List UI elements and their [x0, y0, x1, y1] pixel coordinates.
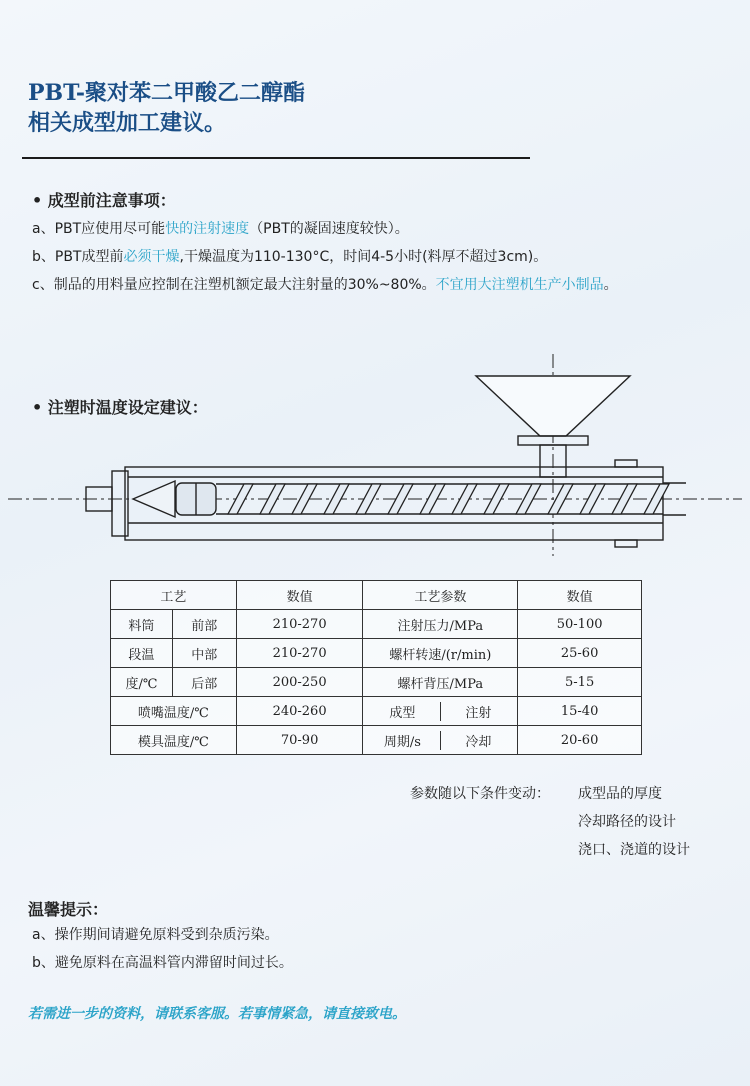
header-process: 工艺: [111, 581, 237, 610]
table-row: [111, 610, 642, 639]
pressure-value: 50-100: [518, 610, 642, 639]
table-row: [111, 639, 642, 668]
table-row: [111, 668, 642, 697]
front-label: 前部: [172, 610, 236, 639]
cycle-cell: [363, 726, 518, 755]
rear-value: 200-250: [236, 668, 363, 697]
middle-label: 中部: [172, 639, 236, 668]
condition-item: 冷却路径的设计: [578, 814, 676, 830]
item-a-text: a、PBT应使用尽可能: [32, 221, 166, 237]
mold-label: 模具温度/℃: [111, 726, 237, 755]
barrel-label: 段温: [111, 639, 173, 668]
item-a-note: （PBT的凝固速度较快）。: [249, 221, 409, 237]
process-parameter-table: [110, 580, 642, 755]
condition-item: 浇口、浇道的设计: [578, 842, 690, 858]
rear-label: 后部: [172, 668, 236, 697]
table-row: [111, 581, 642, 610]
injection-screw-diagram: [0, 350, 750, 570]
contact-footer: 若需进一步的资料，请联系客服。若事情紧急，请直接致电。: [28, 1006, 406, 1022]
conditions-label: 参数随以下条件变动：: [410, 786, 550, 802]
cool-value: 20-60: [518, 726, 642, 755]
speed-value: 25-60: [518, 639, 642, 668]
item-b-note: ,干燥温度为110-130°C，时间4-5小时(料厚不超过3cm)。: [179, 249, 548, 265]
title-divider: [22, 157, 530, 159]
barrel-label: 度/℃: [111, 668, 173, 697]
barrel-label: 料筒: [111, 610, 173, 639]
inject-label: 注射: [440, 702, 516, 721]
pre-molding-item-a: [32, 218, 409, 238]
cycle-label: 成型: [389, 705, 416, 721]
tip-item-b: b、避免原料在高温料管内滞留时间过长。: [32, 955, 293, 971]
item-a-highlight: 快的注射速度: [165, 221, 250, 237]
tips-heading: 温馨提示：: [28, 900, 109, 919]
pressure-label: 注射压力/MPa: [363, 610, 518, 639]
item-c-end: 。: [603, 277, 618, 293]
item-b-highlight: 必须干燥: [123, 249, 180, 265]
cycle-cell: [363, 697, 518, 726]
back-pressure-label: 螺杆背压/MPa: [363, 668, 518, 697]
title-line-2: 相关成型加工建议。: [28, 110, 227, 136]
speed-label: 螺杆转速/(r/min): [363, 639, 518, 668]
cool-label: 冷却: [440, 731, 516, 750]
table-row: [111, 726, 642, 755]
title-line-1: PBT-聚对苯二甲酸乙二醇酯: [28, 80, 305, 106]
front-value: 210-270: [236, 610, 363, 639]
tip-item-a: a、操作期间请避免原料受到杂质污染。: [32, 927, 279, 943]
item-c-highlight: 不宜用大注塑机生产小制品: [435, 277, 604, 293]
page-title: [28, 78, 508, 138]
temperature-heading: • 注塑时温度设定建议：: [32, 398, 208, 417]
screw-flight: [452, 484, 477, 514]
middle-value: 210-270: [236, 639, 363, 668]
header-value: 数值: [236, 581, 363, 610]
back-pressure-value: 5-15: [518, 668, 642, 697]
screw-flight: [228, 484, 253, 514]
pre-molding-item-c: [32, 274, 618, 294]
item-c-text: c、制品的用料量应控制在注塑机额定最大注射量的30%~80%。: [32, 277, 436, 293]
table-row: [111, 697, 642, 726]
cycle-label: 周期/s: [383, 734, 421, 750]
mold-value: 70-90: [236, 726, 363, 755]
header-value: 数值: [518, 581, 642, 610]
pre-molding-heading: • 成型前注意事项：: [32, 191, 176, 210]
item-b-text: b、PBT成型前: [32, 249, 124, 265]
nozzle-value: 240-260: [236, 697, 363, 726]
nozzle-label: 喷嘴温度/℃: [111, 697, 237, 726]
inject-value: 15-40: [518, 697, 642, 726]
pre-molding-item-b: [32, 246, 547, 266]
header-params: 工艺参数: [363, 581, 518, 610]
condition-item: 成型品的厚度: [578, 786, 662, 802]
